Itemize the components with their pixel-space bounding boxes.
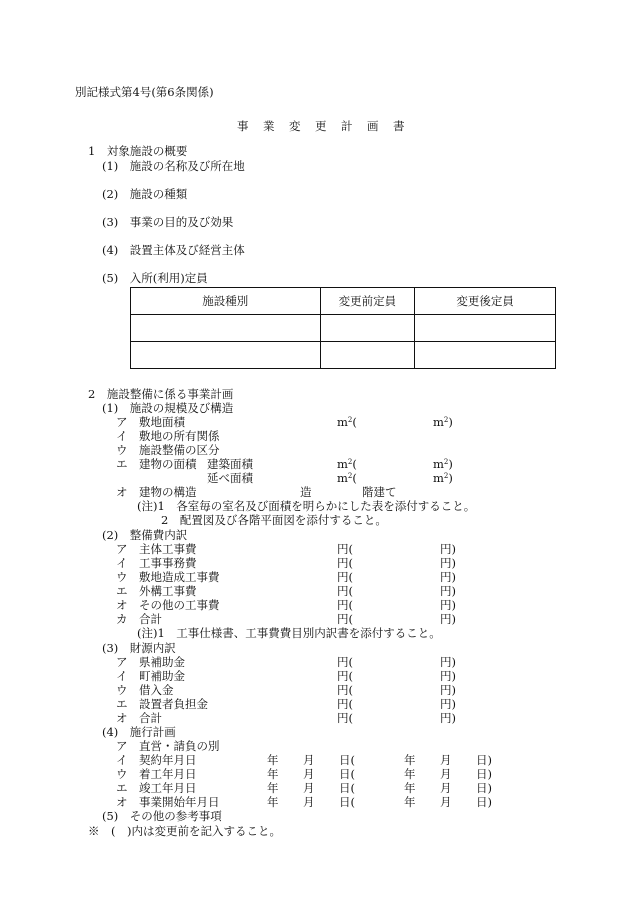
- yen-close: 円): [440, 655, 456, 669]
- s2-p4: (4) 施行計画: [102, 725, 176, 739]
- structure-floors: 階建て: [362, 485, 397, 499]
- schedule-item-label: ア 直営・請負の別: [116, 739, 220, 753]
- yen-close: 円): [440, 669, 456, 683]
- date-month: 月: [440, 767, 452, 781]
- funding-item-label: オ 合計: [116, 711, 162, 725]
- yen-open: 円(: [337, 556, 353, 570]
- funding-item-label: イ 町補助金: [116, 669, 185, 683]
- date-month: 月: [303, 767, 315, 781]
- site-ownership-label: イ 敷地の所有関係: [116, 429, 220, 443]
- yen-close: 円): [440, 612, 456, 626]
- yen-open: 円(: [337, 683, 353, 697]
- note-2: 2 配置図及び各階平面図を添付すること。: [161, 513, 387, 527]
- area-unit: $m^2$(: [337, 415, 357, 429]
- table-cell[interactable]: [415, 315, 556, 342]
- date-day-close: 日): [476, 767, 492, 781]
- date-day-close: 日): [476, 781, 492, 795]
- date-day-open: 日(: [339, 753, 355, 767]
- cost-item-label: ア 主体工事費: [116, 542, 197, 556]
- funding-item-label: ア 県補助金: [116, 655, 185, 669]
- yen-open: 円(: [337, 598, 353, 612]
- cost-item-label: カ 合計: [116, 612, 162, 626]
- s1-item: (4) 設置主体及び経営主体: [102, 243, 245, 257]
- yen-open: 円(: [337, 655, 353, 669]
- yen-close: 円): [440, 697, 456, 711]
- table-row: [131, 315, 556, 342]
- date-month: 月: [440, 753, 452, 767]
- schedule-item-label: エ 竣工年月日: [116, 781, 197, 795]
- date-year: 年: [404, 767, 416, 781]
- note-3: (注)1 工事仕様書、工事費費目別内訳書を添付すること。: [137, 626, 441, 640]
- building-structure-label: オ 建物の構造: [116, 485, 197, 499]
- yen-close: 円): [440, 584, 456, 598]
- yen-open: 円(: [337, 697, 353, 711]
- date-year: 年: [267, 767, 279, 781]
- area-unit: $m^2$): [433, 457, 453, 471]
- yen-close: 円): [440, 683, 456, 697]
- site-area-label: ア 敷地面積: [116, 415, 185, 429]
- schedule-item-label: イ 契約年月日: [116, 753, 197, 767]
- table-cell[interactable]: [320, 342, 415, 369]
- area-unit: $m^2$): [433, 471, 453, 485]
- total-floor-area-label: 延べ面積: [207, 471, 253, 485]
- s2-p3: (3) 財源内訳: [102, 641, 176, 655]
- date-year: 年: [404, 795, 416, 809]
- date-day-open: 日(: [339, 795, 355, 809]
- footnote: ※ ( )内は変更前を記入すること。: [88, 824, 281, 838]
- yen-close: 円): [440, 711, 456, 725]
- table-header-after: 変更後定員: [415, 288, 556, 315]
- s1-item: (1) 施設の名称及び所在地: [102, 159, 245, 173]
- date-year: 年: [267, 795, 279, 809]
- note-1: (注)1 各室毎の室名及び面積を明らかにした表を添付すること。: [137, 499, 476, 513]
- date-month: 月: [440, 795, 452, 809]
- cost-item-label: オ その他の工事費: [116, 598, 220, 612]
- date-day-close: 日): [476, 753, 492, 767]
- date-day-close: 日): [476, 795, 492, 809]
- s1-item: (2) 施設の種類: [102, 187, 188, 201]
- yen-open: 円(: [337, 612, 353, 626]
- date-year: 年: [267, 753, 279, 767]
- table-cell[interactable]: [131, 315, 321, 342]
- section1-heading: 1 対象施設の概要: [88, 144, 188, 158]
- capacity-table: [130, 287, 556, 369]
- s2-p5: (5) その他の参考事項: [102, 809, 222, 823]
- area-unit: $m^2$): [433, 415, 453, 429]
- yen-close: 円): [440, 598, 456, 612]
- s2-p1: (1) 施設の規模及び構造: [102, 401, 234, 415]
- date-month: 月: [303, 753, 315, 767]
- cost-item-label: ウ 敷地造成工事費: [116, 570, 220, 584]
- table-header-facility-type: 施設種別: [131, 288, 321, 315]
- cost-item-label: イ 工事事務費: [116, 556, 197, 570]
- yen-close: 円): [440, 542, 456, 556]
- funding-item-label: ウ 借入金: [116, 683, 174, 697]
- section2-heading: 2 施設整備に係る事業計画: [88, 387, 234, 401]
- table-row: [131, 288, 556, 315]
- building-footprint-label: 建築面積: [207, 457, 253, 471]
- schedule-item-label: オ 事業開始年月日: [116, 795, 220, 809]
- area-unit: $m^2$(: [337, 457, 357, 471]
- date-day-open: 日(: [339, 781, 355, 795]
- yen-close: 円): [440, 556, 456, 570]
- structure-zo: 造: [300, 485, 312, 499]
- date-month: 月: [440, 781, 452, 795]
- schedule-item-label: ウ 着工年月日: [116, 767, 197, 781]
- date-day-open: 日(: [339, 767, 355, 781]
- funding-item-label: エ 設置者負担金: [116, 697, 208, 711]
- yen-close: 円): [440, 570, 456, 584]
- yen-open: 円(: [337, 542, 353, 556]
- yen-open: 円(: [337, 584, 353, 598]
- area-unit: $m^2$(: [337, 471, 357, 485]
- yen-open: 円(: [337, 570, 353, 584]
- yen-open: 円(: [337, 711, 353, 725]
- building-area-label: エ 建物の面積: [116, 457, 197, 471]
- date-month: 月: [303, 795, 315, 809]
- table-cell[interactable]: [320, 315, 415, 342]
- table-cell[interactable]: [131, 342, 321, 369]
- date-month: 月: [303, 781, 315, 795]
- table-header-before: 変更前定員: [320, 288, 415, 315]
- development-category-label: ウ 施設整備の区分: [116, 443, 220, 457]
- date-year: 年: [404, 781, 416, 795]
- date-year: 年: [404, 753, 416, 767]
- date-year: 年: [267, 781, 279, 795]
- yen-open: 円(: [337, 669, 353, 683]
- form-label: 別記様式第4号(第6条関係): [75, 85, 214, 99]
- s1-item: (3) 事業の目的及び効果: [102, 215, 234, 229]
- s2-p2: (2) 整備費内訳: [102, 528, 188, 542]
- table-cell[interactable]: [415, 342, 556, 369]
- s1-item: (5) 入所(利用)定員: [102, 271, 208, 285]
- table-row: [131, 342, 556, 369]
- document-title: 事業変更計画書: [237, 119, 419, 133]
- cost-item-label: エ 外構工事費: [116, 584, 197, 598]
